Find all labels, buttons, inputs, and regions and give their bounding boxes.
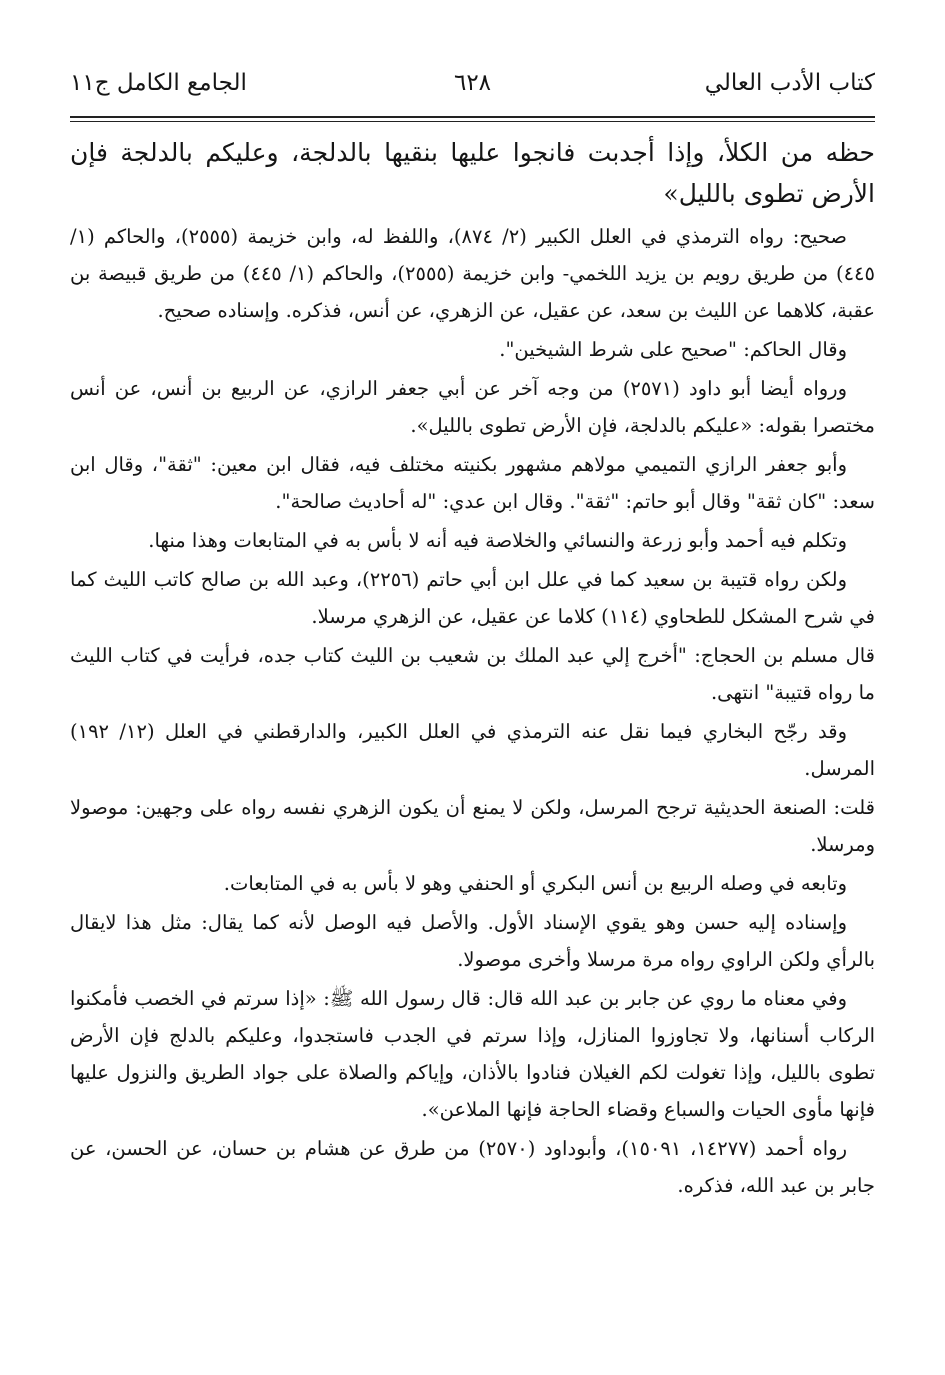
running-header [70,66,875,106]
paragraph-muslim: قال مسلم بن الحجاج: "أخرج إلي عبد الملك بن شعيب بن الليث كتاب جده، فرأيت في كتاب الليث ما رواه قتيبة" انتهى. [70,644,875,704]
paragraph-mutaba: وتابعه في وصله الربيع بن أنس البكري أو الحنفي وهو لا بأس به في المتابعات. [223,872,847,895]
paragraph-hakim: وقال الحاكم: "صحيح على شرط الشيخين". [499,338,847,361]
paragraph-isnad: وإسناده إليه حسن وهو يقوي الإسناد الأول. والأصل فيه الوصل لأنه كما يقال: مثل هذا لايقال بالرأي ولكن الراوي رواه مرة مرسلا وأخرى موصولا. [70,911,875,971]
page-body [70,132,875,1206]
series-title: الجامع الكامل ج١١ [70,70,247,96]
paragraph-criticism: وتكلم فيه أحمد وأبو زرعة والنسائي والخلاصة فيه أنه لا بأس به في المتابعات وهذا منها. [148,529,847,552]
paragraph-takhrij: صحيح: رواه الترمذي في العلل الكبير (٢/ ٨٧٤)، واللفظ له، وابن خزيمة (٢٥٥٥)، والحاكم (١/ ٤٤٥) من طريق رويم بن يزيد اللخمي- وابن خزيمة (٢٥٥٥)، والحاكم (١/ ٤٤٥) من طريق قبيصة بن عقبة، كلاهما عن الليث بن سعد، عن عقيل، عن الزهري، عن أنس، فذكره. وإسناده صحيح. [70,225,875,322]
paragraph-qultu: قلت: الصنعة الحديثية ترجح المرسل، ولكن لا يمنع أن يكون الزهري نفسه رواه على وجهين: موصولا ومرسلا. [70,796,875,856]
book-title: كتاب الأدب العالي [704,70,875,96]
header-rule-thin [70,121,875,122]
paragraph-abu-dawud: ورواه أيضا أبو داود (٢٥٧١) من وجه آخر عن أبي جعفر الرازي، عن الربيع بن أنس، عن أنس مختصرا بقوله: «عليكم بالدلجة، فإن الأرض تطوى بالليل». [70,377,875,437]
page-number: ٦٢٨ [453,70,492,96]
paragraph-bukhari: وقد رجّح البخاري فيما نقل عنه الترمذي في العلل الكبير، والدارقطني في العلل (١٢/ ١٩٢) المرسل. [70,720,875,780]
hadith-continuation: حظه من الكلأ، وإذا أجدبت فانجوا عليها بنقيها بالدلجة، وعليكم بالدلجة فإن الأرض تطوى بالليل» [70,138,875,208]
paragraph-jabir-hadith: وفي معناه ما روي عن جابر بن عبد الله قال: قال رسول الله ﷺ: «إذا سرتم في الخصب فأمكنوا الركاب أسنانها، ولا تجاوزوا المنازل، وإذا سرتم في الجدب فاستجدوا، وعليكم بالدلج فإن الأرض تطوى بالليل، وإذا تغولت لكم الغيلان فنادوا بالأذان، وإياكم والصلاة على جواد الطريق والنزول عليها فإنها مأوى الحيات والسباع وقضاء الحاجة فإنها الملاعن». [70,987,875,1121]
paragraph-ahmad: رواه أحمد (١٤٢٧٧، ١٥٠٩١)، وأبوداود (٢٥٧٠) من طرق عن هشام بن حسان، عن الحسن، عن جابر بن عبد الله، فذكره. [70,1137,875,1197]
paragraph-qutayba: ولكن رواه قتيبة بن سعيد كما في علل ابن أبي حاتم (٢٢٥٦)، وعبد الله بن صالح كاتب الليث كما في شرح المشكل للطحاوي (١١٤) كلاما عن عقيل، عن الزهري مرسلا. [70,568,875,628]
paragraph-abu-jafar: وأبو جعفر الرازي التميمي مولاهم مشهور بكنيته مختلف فيه، فقال ابن معين: "ثقة"، وقال ابن سعد: "كان ثقة" وقال أبو حاتم: "ثقة". وقال ابن عدي: "له أحاديث صالحة". [70,453,875,513]
header-rule-thick [70,116,875,118]
